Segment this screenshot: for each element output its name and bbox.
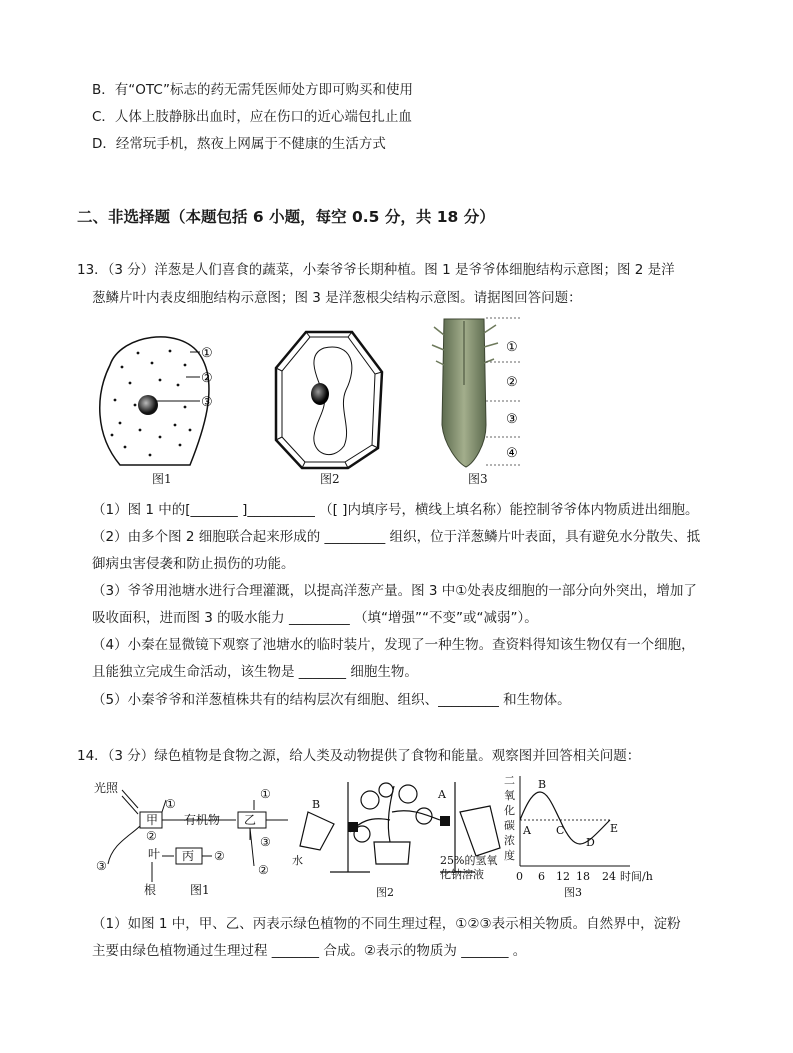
q13-part3-line2: 吸收面积，进而图 3 的吸水能力 _________ （填“增强”“不变”或“减弱”）。 xyxy=(92,610,538,626)
q13-part2-line2: 御病虫害侵袭和防止损伤的功能。 xyxy=(92,556,295,572)
section-title: 二、非选择题（本题包括 6 小题，每空 0.5 分，共 18 分） xyxy=(77,208,495,226)
svg-text:③: ③ xyxy=(96,859,107,873)
svg-text:化: 化 xyxy=(504,804,515,817)
svg-text:12: 12 xyxy=(556,870,570,883)
svg-text:①: ① xyxy=(260,787,271,801)
svg-text:0: 0 xyxy=(516,870,523,883)
q13-part4-line2: 且能独立完成生命活动，该生物是 _______ 细胞生物。 xyxy=(92,664,418,680)
svg-text:A: A xyxy=(523,824,531,837)
svg-text:乙: 乙 xyxy=(244,813,257,827)
fig3-marker-1: ① xyxy=(506,340,518,355)
svg-text:有机物: 有机物 xyxy=(184,813,221,827)
q13-part1: （1）图 1 中的[_______ ]__________ （[ ]内填序号，横线上填名称）能控制爷爷体内物质进出细胞。 xyxy=(92,502,699,518)
svg-text:C: C xyxy=(556,824,565,837)
q14-part1-line1: （1）如图 1 中，甲、乙、丙表示绿色植物的不同生理过程，①②③表示相关物质。自然界中，淀粉 xyxy=(92,916,681,932)
svg-text:A: A xyxy=(438,788,446,801)
q13-figure3-root-tip xyxy=(430,315,530,470)
q13-fig2-caption: 图2 xyxy=(320,472,340,486)
svg-text:①: ① xyxy=(165,797,176,811)
svg-text:氧: 氧 xyxy=(504,789,515,802)
q14-figure3-co2-curve xyxy=(502,770,682,900)
svg-text:光照: 光照 xyxy=(94,781,119,795)
svg-text:时间/h: 时间/h xyxy=(620,870,653,883)
q13-part2-line1: （2）由多个图 2 细胞联合起来形成的 _________ 组织，位于洋葱鳞片叶表面，具有避免水分散失、抵 xyxy=(92,529,701,545)
svg-text:二: 二 xyxy=(504,774,515,787)
q13-fig1-caption: 图1 xyxy=(152,472,172,486)
q13-stem-line2: 葱鳞片叶内表皮细胞结构示意图；图 3 是洋葱根尖结构示意图。请据图回答问题： xyxy=(92,290,582,306)
q14-stem: 14．（3 分）绿色植物是食物之源，给人类及动物提供了食物和能量。观察图并回答相关问题： xyxy=(77,748,641,764)
svg-text:②: ② xyxy=(146,829,157,843)
option-d: D．经常玩手机，熬夜上网属于不健康的生活方式 xyxy=(92,136,386,152)
svg-text:图2: 图2 xyxy=(376,886,394,899)
option-c: C．人体上肢静脉出血时，应在伤口的近心端包扎止血 xyxy=(92,109,412,125)
svg-text:化钠溶液: 化钠溶液 xyxy=(440,868,484,881)
svg-text:碳: 碳 xyxy=(504,819,515,832)
svg-text:度: 度 xyxy=(504,849,515,862)
svg-text:E: E xyxy=(610,822,619,835)
svg-text:图1: 图1 xyxy=(190,883,210,897)
svg-text:B: B xyxy=(538,778,547,791)
fig3-marker-3: ③ xyxy=(506,412,518,427)
q13-figure2-plant-cell xyxy=(272,328,384,473)
q13-figure1-animal-cell xyxy=(90,325,230,485)
q14-part1-line2: 主要由绿色植物通过生理过程 _______ 合成。②表示的物质为 _______ 。 xyxy=(92,943,527,959)
svg-text:D: D xyxy=(586,836,595,849)
q13-part5: （5）小秦爷爷和洋葱植株共有的结构层次有细胞、组织、_________ 和生物体。 xyxy=(92,692,571,708)
svg-text:25%的氢氧: 25%的氢氧 xyxy=(440,854,498,867)
fig1-marker-1: ① xyxy=(201,346,213,361)
svg-text:②: ② xyxy=(258,863,269,877)
svg-text:B: B xyxy=(312,798,321,811)
q13-stem-line1: 13．（3 分）洋葱是人们喜食的蔬菜，小秦爷爷长期种植。图 1 是爷爷体细胞结构示意图；图 2 是洋 xyxy=(77,262,675,278)
q13-fig3-caption: 图3 xyxy=(468,472,488,486)
q14-figure2-apparatus xyxy=(290,772,510,900)
svg-text:浓: 浓 xyxy=(504,834,515,847)
fig1-marker-2: ② xyxy=(201,371,213,386)
svg-text:18: 18 xyxy=(576,870,590,883)
svg-text:②: ② xyxy=(214,849,225,863)
svg-text:③: ③ xyxy=(260,835,271,849)
q13-part4-line1: （4）小秦在显微镜下观察了池塘水的临时装片，发现了一种生物。查资料得知该生物仅有一个细胞， xyxy=(92,637,695,653)
fig1-marker-3: ③ xyxy=(201,395,213,410)
svg-text:水: 水 xyxy=(292,854,303,867)
svg-text:叶: 叶 xyxy=(148,847,161,861)
option-b: B．有“OTC”标志的药无需凭医师处方即可购买和使用 xyxy=(92,82,414,98)
q13-part3-line1: （3）爷爷用池塘水进行合理灌溉，以提高洋葱产量。图 3 中①处表皮细胞的一部分向外突出，增加了 xyxy=(92,583,697,599)
svg-text:6: 6 xyxy=(538,870,545,883)
svg-text:丙: 丙 xyxy=(182,849,195,863)
svg-text:根: 根 xyxy=(144,883,157,897)
svg-text:甲: 甲 xyxy=(146,813,159,827)
q14-figure1-process-diagram xyxy=(92,778,302,898)
svg-text:24: 24 xyxy=(602,870,616,883)
fig3-marker-2: ② xyxy=(506,375,518,390)
fig3-marker-4: ④ xyxy=(506,446,518,461)
svg-text:图3: 图3 xyxy=(564,886,582,899)
